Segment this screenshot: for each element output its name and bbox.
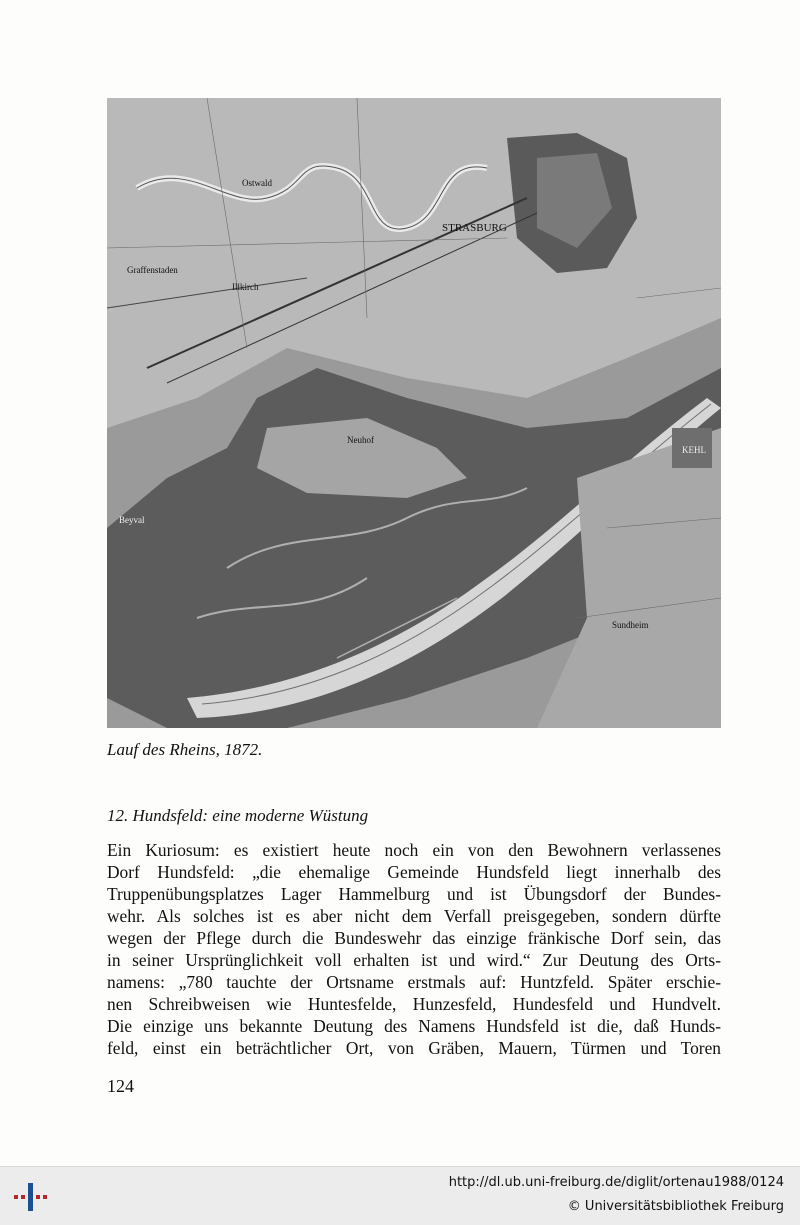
body-line: Truppenübungsplatzes Lager Hammelburg und ist Übungsdorf der Bundes-: [107, 884, 721, 904]
document-url-link[interactable]: http://dl.ub.uni-freiburg.de/diglit/ortenau1988/0124: [448, 1175, 784, 1190]
body-paragraph: [107, 839, 721, 1059]
map-label-illkirch: Illkirch: [232, 282, 259, 292]
map-label-graffenstaden: Graffenstaden: [127, 265, 178, 275]
map-label-ostwald: Ostwald: [242, 178, 272, 188]
map-label-sundheim: Sundheim: [612, 620, 649, 630]
library-footer: [0, 1166, 800, 1225]
body-line: namens: „780 tauchte der Ortsname erstmals auf: Huntzfeld. Später erschie-: [107, 972, 721, 992]
map-label-strasburg: STRASBURG: [442, 222, 507, 234]
page-number: 124: [107, 1076, 134, 1096]
body-line: nen Schreibweisen wie Huntesfelde, Hunzesfeld, Hundesfeld und Hundvelt.: [107, 994, 721, 1014]
body-line: Dorf Hundsfeld: „die ehemalige Gemeinde Hundsfeld liegt innerhalb des: [107, 862, 721, 882]
map-label-kehl: KEHL: [682, 445, 706, 455]
map-label-bayval: Beyval: [119, 515, 145, 525]
body-line: wegen der Pflege durch die Bundeswehr das einzige fränkische Dorf sein, das: [107, 928, 721, 948]
library-logo-icon: [12, 1177, 52, 1217]
copyright-notice: © Universitätsbibliothek Freiburg: [567, 1199, 784, 1214]
body-line: feld, einst ein beträchtlicher Ort, von Gräben, Mauern, Türmen und Toren: [107, 1038, 721, 1058]
historical-map-image: [107, 98, 721, 728]
body-line: Die einzige uns bekannte Deutung des Namens Hundsfeld ist die, daß Hunds-: [107, 1016, 721, 1036]
body-line: wehr. Als solches ist es aber nicht dem Verfall preisgegeben, sondern dürfte: [107, 906, 721, 926]
map-label-neuhof: Neuhof: [347, 435, 374, 445]
figure-caption: Lauf des Rheins, 1872.: [107, 740, 263, 759]
body-line: Ein Kuriosum: es existiert heute noch ein von den Bewohnern verlassenes: [107, 840, 721, 860]
section-heading: 12. Hundsfeld: eine moderne Wüstung: [107, 806, 369, 825]
body-line: in seiner Ursprünglichkeit voll erhalten ist und wird.“ Zur Deutung des Orts-: [107, 950, 721, 970]
